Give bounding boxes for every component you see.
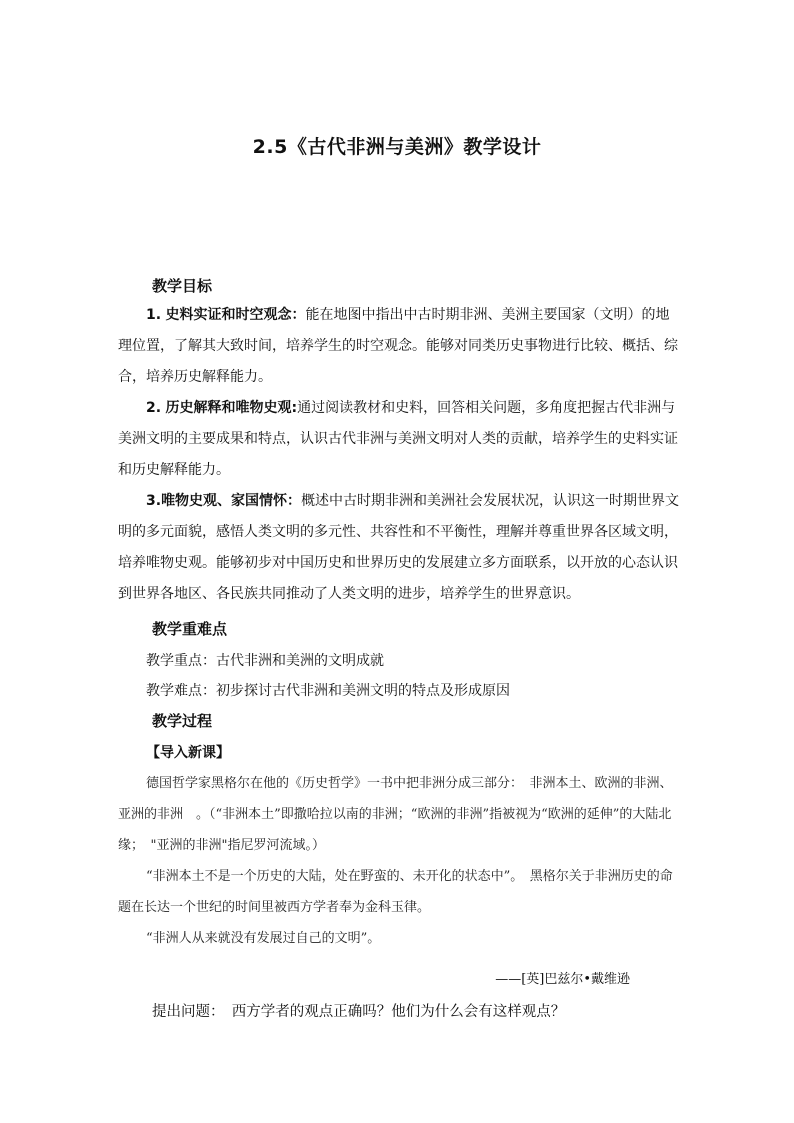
quote-davidson [118, 923, 680, 954]
objective-2-label: 历史解释和唯物史观: [165, 400, 298, 416]
key-point: 教学重点：古代非洲和美洲的文明成就 [146, 653, 384, 669]
objective-2 [118, 393, 680, 486]
objective-1 [118, 300, 680, 393]
objective-2-text: 通过阅读教材和史料，回答相关问题，多角度把握古代非洲与美洲文明的主要成果和特点，认识古代非洲与美洲文明对人类的贡献，培养学生的史料实证和历史解释能力。 [118, 400, 678, 478]
objective-1-label: 史料实证和时空观念： [165, 307, 306, 323]
keypoints-heading: 教学重难点 [152, 620, 228, 638]
objective-3-num: 3. [146, 493, 162, 509]
page-title: 2.5《古代非洲与美洲》教学设计 [252, 136, 542, 158]
quote-attribution: ——[英]巴兹尔•戴维逊 [495, 972, 630, 987]
objective-1-num: 1. [146, 307, 162, 323]
question: 提出问题： 西方学者的观点正确吗？他们为什么会有这样观点？ [152, 1004, 566, 1020]
quote-davidson-text: “非洲人从来就没有发展过自己的文明”。 [146, 931, 381, 946]
quote-hegel [118, 768, 680, 861]
objective-3 [118, 486, 680, 610]
quote-hegel-text: 德国哲学家黑格尔在他的《历史哲学》一书中把非洲分成三部分： 非洲本土、欧洲的非洲、亚洲的非洲 。（“非洲本土”即撒哈拉以南的非洲；“欧洲的非洲”指被视为“欧洲的延伸”的大陆北缘； "亚洲的非洲"指尼罗河流域。） [118, 776, 673, 853]
quote-hegel-2 [118, 861, 680, 923]
intro-heading: 【导入新课】 [146, 745, 230, 761]
objective-2-num: 2. [146, 400, 162, 416]
difficult-point: 教学难点：初步探讨古代非洲和美洲文明的特点及形成原因 [146, 683, 510, 699]
process-heading: 教学过程 [152, 712, 213, 730]
quote-hegel-2-text: “非洲本土不是一个历史的大陆，处在野蛮的、未开化的状态中”。 黑格尔关于非洲历史的命题在长达一个世纪的时间里被西方学者奉为金科玉律。 [118, 869, 673, 915]
objective-1-text: 能在地图中指出中古时期非洲、美洲主要国家（文明）的地理位置，了解其大致时间，培养学生的时空观念。能够对同类历史事物进行比较、概括、综合，培养历史解释能力。 [118, 307, 678, 385]
objectives-heading: 教学目标 [152, 277, 213, 295]
objective-3-label: 唯物史观、家国情怀： [161, 493, 302, 509]
objective-3-text: 概述中古时期非洲和美洲社会发展状况，认识这一时期世界文明的多元面貌，感悟人类文明的多元性、共容性和不平衡性，理解并尊重世界各区域文明，培养唯物史观。能够初步对中国历史和世界历史的发展建立多方面联系，以开放的心态认识到世界各地区、各民族共同推动了人类文明的进步，培养学生的世界意识。 [118, 493, 680, 602]
